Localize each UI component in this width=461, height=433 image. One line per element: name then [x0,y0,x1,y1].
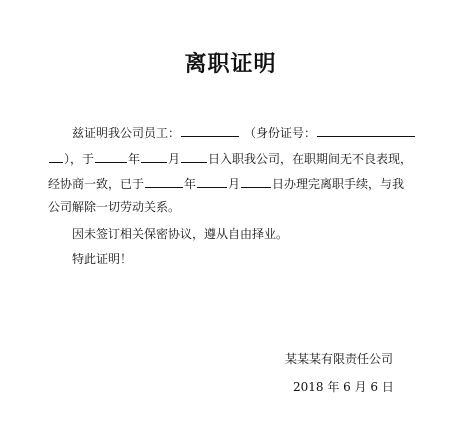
leave-prefix: 经协商一致，已于 [48,177,145,191]
signature-company: 某某某有限责任公司 [285,352,394,366]
hire-month-blank [141,149,167,163]
id-number-blank [317,123,415,137]
leave-year-label: 年 [184,177,197,191]
employee-prefix: 兹证明我公司员工： [72,126,181,140]
id-prefix: （身份证号： [244,126,317,140]
hire-month-label: 月 [168,152,181,166]
signature-date: 2018 年 6 月 6 日 [293,380,394,394]
leave-suffix: 日办理完离职手续，与我 [272,177,405,191]
hire-prefix: ），于 [64,152,95,166]
hire-year-label: 年 [128,152,141,166]
para1-line3 [48,174,404,192]
leave-month-label: 月 [228,177,241,191]
para3: 特此证明！ [72,252,133,266]
hire-year-blank [95,149,127,163]
leave-year-blank [145,174,183,188]
document-title: 离职证明 [184,52,277,77]
leave-day-blank [241,174,271,188]
employee-name-blank [181,123,239,137]
para1-line1 [72,123,416,141]
leave-month-blank [197,174,227,188]
id-number-blank-cont [49,149,63,163]
hire-day-blank [181,149,207,163]
hire-suffix: 日入职我公司，在职期间无不良表现， [208,152,413,166]
para1-line4: 公司解除一切劳动关系。 [48,200,181,214]
para2: 因未签订相关保密协议，遵从自由择业。 [72,227,289,241]
para1-line2 [48,149,412,167]
